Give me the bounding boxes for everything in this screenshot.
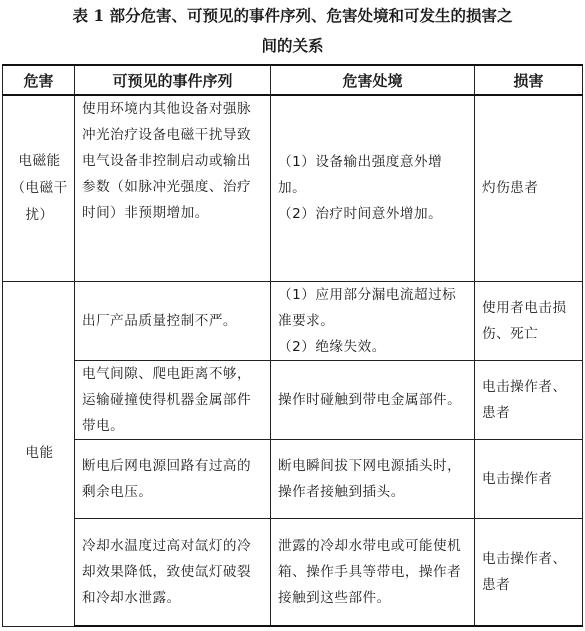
table-row <box>3 281 583 360</box>
hazard-situation-cell: 泄露的冷却水带电或可能使机箱、操作手具等带电，操作者接触到这些部件。 <box>271 518 475 626</box>
caption-line-2: 间的关系 <box>261 36 324 55</box>
event-sequence-cell: 出厂产品质量控制不严。 <box>75 281 271 360</box>
event-sequence-cell: 断电后网电源回路有过高的剩余电压。 <box>75 439 271 518</box>
table-caption <box>0 0 585 60</box>
hazard-situation-cell: 断电瞬间拔下网电源插头时，操作者接触到插头。 <box>271 439 475 518</box>
table-row <box>3 518 583 626</box>
hazard-table <box>2 64 583 627</box>
harm-cell: 电击操作者、患者 <box>475 360 583 439</box>
harm-cell: 电击操作者 <box>475 439 583 518</box>
table-row <box>3 95 583 281</box>
hazard-category: 电能 <box>3 281 75 626</box>
header-harm: 损害 <box>475 65 583 95</box>
event-sequence-cell: 冷却水温度过高对氙灯的冷却效果降低，致使氙灯破裂和冷却水泄露。 <box>75 518 271 626</box>
harm-cell: 灼伤患者 <box>475 95 583 281</box>
hazard-situation-cell: （1）设备输出强度意外增加。 （2）治疗时间意外增加。 <box>271 95 475 281</box>
header-event-sequence: 可预见的事件序列 <box>75 65 271 95</box>
table-row <box>3 360 583 439</box>
header-hazard-situation: 危害处境 <box>271 65 475 95</box>
hazard-situation-cell: （1）应用部分漏电流超过标准要求。 （2）绝缘失效。 <box>271 281 475 360</box>
hazard-situation-cell: 操作时碰触到带电金属部件。 <box>271 360 475 439</box>
table-row <box>3 439 583 518</box>
hazard-category: 电磁能（电磁干扰） <box>3 95 75 281</box>
harm-cell: 使用者电击损伤、死亡 <box>475 281 583 360</box>
header-hazard: 危害 <box>3 65 75 95</box>
event-sequence-cell: 电气间隙、爬电距离不够，运输碰撞使得机器金属部件带电。 <box>75 360 271 439</box>
table-header-row <box>3 65 583 95</box>
harm-cell: 电击操作者、患者 <box>475 518 583 626</box>
event-sequence-cell: 使用环境内其他设备对强脉冲光治疗设备电磁干扰导致电气设备非控制启动或输出参数（如脉冲光强度、治疗时间）非预期增加。 <box>75 95 271 281</box>
caption-line-1: 表 1 部分危害、可预见的事件序列、危害处境和可发生的损害之 <box>72 6 513 25</box>
